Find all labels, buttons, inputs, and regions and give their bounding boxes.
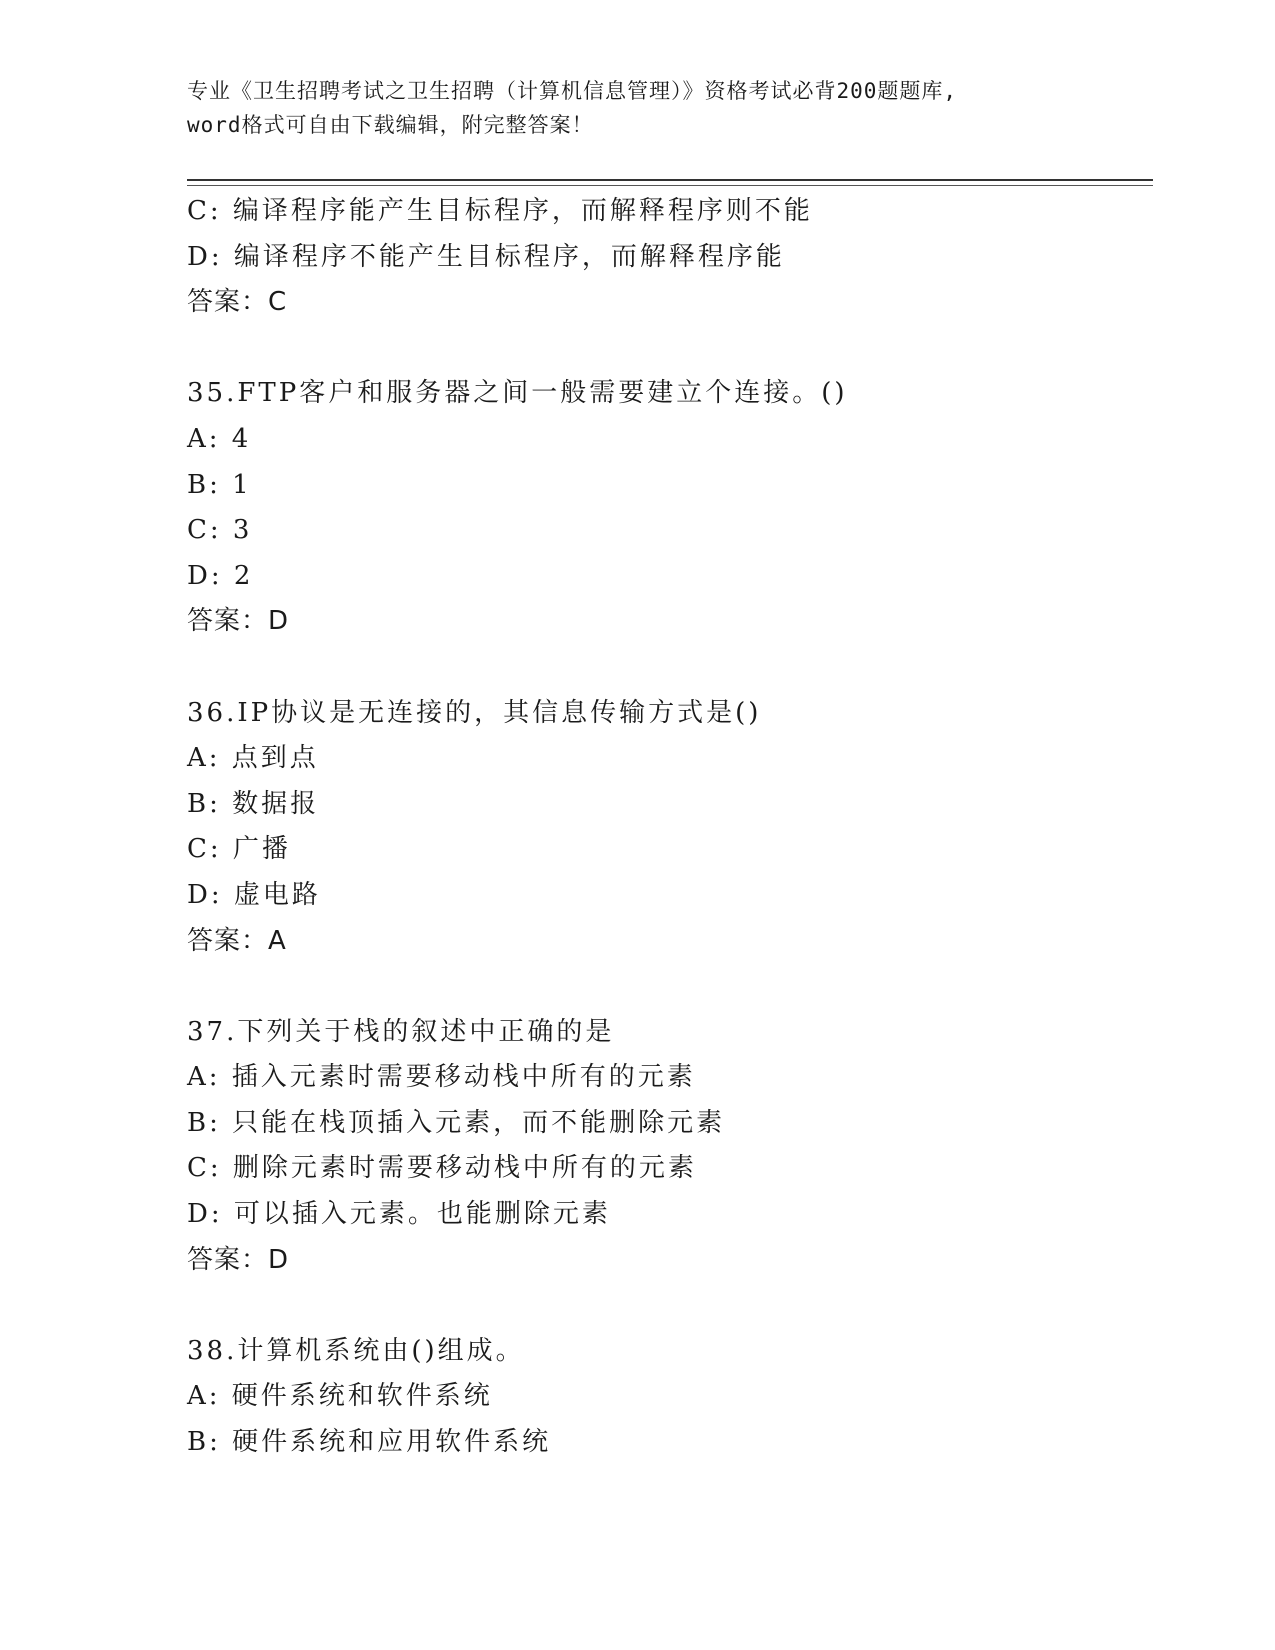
option-d: D: 可以插入元素。也能删除元素 <box>187 1199 611 1230</box>
question-list <box>187 189 1153 1466</box>
option-d: D: 2 <box>187 560 254 591</box>
option-c: C: 3 <box>187 515 253 546</box>
question-stem: 38.计算机系统由()组成。 <box>187 1335 525 1366</box>
question-stem: 35.FTP客户和服务器之间一般需要建立个连接。() <box>187 378 848 409</box>
question-block-38 <box>187 1329 1153 1466</box>
question-stem: 36.IP协议是无连接的，其信息传输方式是() <box>187 697 762 728</box>
option-b: B: 只能在栈顶插入元素，而不能删除元素 <box>187 1107 726 1138</box>
header-divider-thin <box>187 185 1153 186</box>
option-a: A: 硬件系统和软件系统 <box>187 1381 493 1412</box>
question-block-35 <box>187 371 1153 645</box>
option-c: C: 删除元素时需要移动栈中所有的元素 <box>187 1153 697 1184</box>
spacer <box>187 645 1153 691</box>
option-b: B: 1 <box>187 469 252 500</box>
spacer <box>187 1283 1153 1329</box>
spacer <box>187 326 1153 372</box>
answer-line: 答案：D <box>187 606 290 637</box>
answer-line: 答案：C <box>187 287 288 318</box>
document-header <box>187 74 1087 142</box>
header-divider-thick <box>187 179 1153 181</box>
header-subtitle-line: word格式可自由下载编辑，附完整答案！ <box>187 113 594 137</box>
option-b: B: 数据报 <box>187 788 320 819</box>
option-a: A: 点到点 <box>187 743 319 774</box>
header-title-line: 专业《卫生招聘考试之卫生招聘（计算机信息管理）》资格考试必背200题题库, <box>187 79 958 103</box>
answer-line: 答案：A <box>187 925 287 956</box>
question-block-37 <box>187 1010 1153 1284</box>
option-b: B: 硬件系统和应用软件系统 <box>187 1427 552 1458</box>
option-d: D: 编译程序不能产生目标程序，而解释程序能 <box>187 241 785 272</box>
option-c: C: 编译程序能产生目标程序，而解释程序则不能 <box>187 196 813 226</box>
option-a: A: 4 <box>187 423 252 454</box>
answer-line: 答案：D <box>187 1244 290 1275</box>
question-block-36 <box>187 691 1153 965</box>
option-d: D: 虚电路 <box>187 879 321 910</box>
option-c: C: 广播 <box>187 834 291 865</box>
question-stem: 37.下列关于栈的叙述中正确的是 <box>187 1016 615 1047</box>
spacer <box>187 964 1153 1010</box>
question-block-34 <box>187 189 1153 326</box>
option-a: A: 插入元素时需要移动栈中所有的元素 <box>187 1062 696 1093</box>
